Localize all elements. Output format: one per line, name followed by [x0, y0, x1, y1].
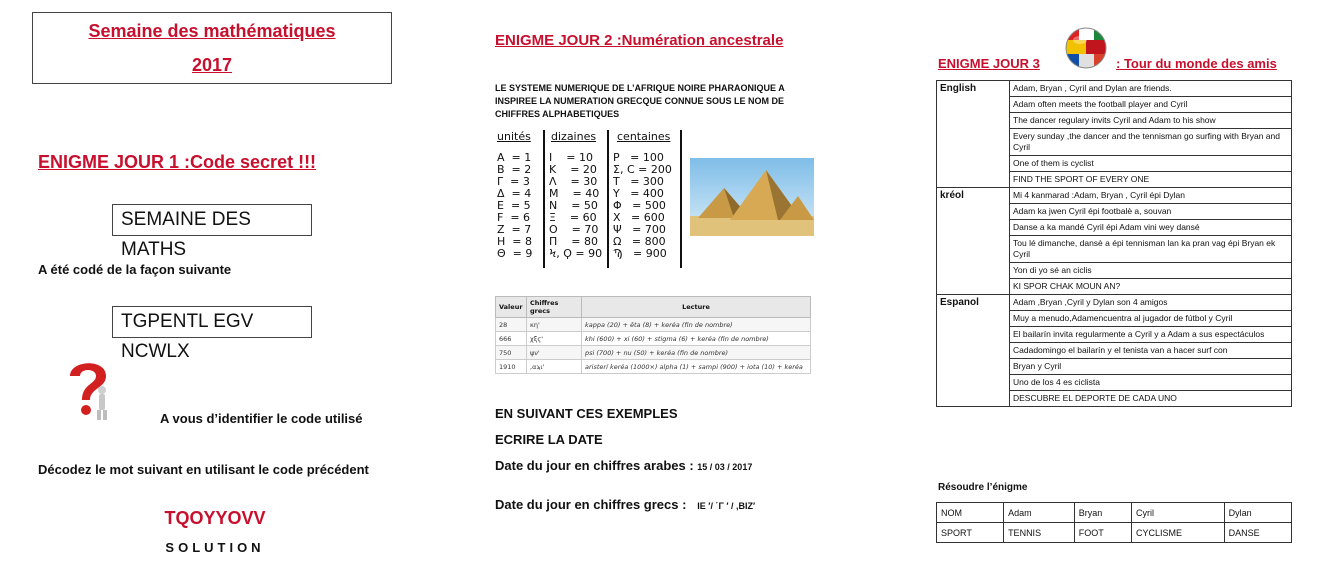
table-row	[937, 503, 1292, 523]
answer-table	[936, 502, 1292, 543]
column-divider	[680, 130, 682, 268]
examples-header: Chiffres grecs	[527, 297, 582, 318]
numeral-entry: Ζ = 7	[497, 223, 532, 236]
statement: Adam ,Bryan ,Cyril y Dylan son 4 amigos	[1010, 295, 1291, 311]
answer-cell: Dylan	[1224, 503, 1291, 523]
main-title-year: 2017	[191, 55, 233, 75]
table-row	[496, 318, 811, 332]
greek-cell: ψν'	[527, 346, 582, 360]
examples-header: Valeur	[496, 297, 527, 318]
answer-cell: Adam	[1004, 503, 1075, 523]
main-title: Semaine des mathématiques	[88, 21, 336, 41]
numeral-entry: Μ = 40	[549, 187, 600, 200]
tens-column	[549, 152, 602, 260]
units-column	[497, 152, 532, 260]
title-box	[32, 12, 392, 84]
table-row	[937, 295, 1292, 407]
statement: KI SPOR CHAK MOUN AN?	[1013, 281, 1121, 291]
word-to-decode: TQOYYOVV	[164, 508, 266, 528]
date-greek-label: Date du jour en chiffres grecs :	[495, 497, 687, 512]
numeral-entry: Α = 1	[497, 151, 532, 164]
following-examples: EN SUIVANT CES EXEMPLES	[495, 406, 678, 421]
language-cell: kréol	[937, 188, 1010, 295]
table-row	[937, 188, 1292, 295]
numeral-entry: Ι = 10	[549, 151, 593, 164]
encoded-text-box: TGPENTL EGV NCWLX	[112, 306, 312, 338]
language-cell: Espanol	[937, 295, 1010, 407]
encoded-label: A été codé de la façon suivante	[38, 262, 232, 277]
table-row	[496, 332, 811, 346]
numeral-entry: Ρ = 100	[613, 151, 664, 164]
numeral-entry: Ϝ = 6	[497, 211, 531, 224]
statement: Yon di yo sé an ciclis	[1010, 263, 1291, 279]
intro-line: LE SYSTEME NUMERIQUE DE L’AFRIQUE NOIRE PHARAONIQUE A	[495, 83, 785, 93]
statements-cell	[1010, 81, 1292, 188]
statements-cell	[1010, 295, 1292, 407]
header-units: unités	[497, 130, 531, 143]
numeral-entry: Κ = 20	[549, 163, 597, 176]
numeral-entry: Τ = 300	[613, 175, 664, 188]
solve-label: Résoudre l’énigme	[938, 482, 1028, 493]
answer-cell: DANSE	[1224, 523, 1291, 543]
statement: Cadadomingo el bailarín y el tenista van a hacer surf con	[1010, 343, 1291, 359]
statement: Every sunday ,the dancer and the tennisman go surfing with Bryan and Cyril	[1010, 129, 1291, 156]
table-row	[937, 523, 1292, 543]
language-cell: English	[937, 81, 1010, 188]
statement: Adam ka jwen Cyril épi footbalè a, souvan	[1010, 204, 1291, 220]
numeral-entry: Π = 80	[549, 235, 598, 248]
numeral-entry: Υ = 400	[613, 187, 664, 200]
numeral-entry: Ω = 800	[613, 235, 666, 248]
date-arabic-value: 15 / 03 / 2017	[697, 462, 753, 472]
numeral-entry: Λ = 30	[549, 175, 598, 188]
statements-cell	[1010, 188, 1292, 295]
numeral-entry: Ο = 70	[549, 223, 599, 236]
answer-cell: Bryan	[1074, 503, 1131, 523]
answer-cell: Cyril	[1132, 503, 1225, 523]
date-arabic-label: Date du jour en chiffres arabes :	[495, 458, 698, 473]
numeral-entry: Ε = 5	[497, 199, 531, 212]
enigme3-title: ENIGME JOUR 3	[938, 56, 1040, 71]
globe-flags-icon	[1064, 26, 1108, 70]
reading-cell: aristerí keréa (1000×) alpha (1) + sampi (900) + iota (10) + keréa	[582, 360, 811, 374]
question-mark-figure-icon	[62, 356, 114, 422]
intro-line: CHIFFRES ALPHABETIQUES	[495, 109, 620, 119]
answer-cell: FOOT	[1074, 523, 1131, 543]
statement: Adam, Bryan , Cyril and Dylan are friends.	[1010, 81, 1291, 97]
statement: Muy a menudo,Adamencuentra al jugador de fútbol y Cyril	[1010, 311, 1291, 327]
numeral-entry: Η = 8	[497, 235, 532, 248]
statement: Adam often meets the football player and Cyril	[1010, 97, 1291, 113]
statement: Mi 4 kanmarad :Adam, Bryan , Cyril épi Dylan	[1010, 188, 1291, 204]
numeral-entry: Γ = 3	[497, 175, 530, 188]
statement: Tou lé dimanche, dansè a épi tennisman lan ka pran vag épi Bryan ek Cyril	[1010, 236, 1291, 263]
statement: The dancer regulary invits Cyril and Adam to his show	[1010, 113, 1291, 129]
answer-cell: CYCLISME	[1132, 523, 1225, 543]
statement: One of them is cyclist	[1010, 156, 1291, 172]
examples-header: Lecture	[582, 297, 811, 318]
friends-puzzle-table	[936, 80, 1292, 407]
header-tens: dizaines	[551, 130, 597, 143]
greek-examples-table	[495, 296, 811, 374]
hundreds-column	[613, 152, 672, 260]
column-divider	[543, 130, 545, 268]
pyramids-image	[690, 158, 814, 236]
intro-line: INSPIREE LA NUMERATION GRECQUE CONNUE SOUS LE NOM DE	[495, 96, 785, 106]
numeral-entry: Ϡ = 900	[613, 247, 667, 260]
numeral-entry: Ξ = 60	[549, 211, 597, 224]
answer-cell: TENNIS	[1004, 523, 1075, 543]
plain-text-box: SEMAINE DES MATHS	[112, 204, 312, 236]
enigme3-subtitle: : Tour du monde des amis	[1116, 56, 1277, 71]
date-greek	[495, 497, 755, 512]
numeral-entry: Σ, C = 200	[613, 163, 672, 176]
date-greek-value: IE ′/ ˹Γ ′ / ,BIZ′	[697, 501, 756, 511]
greek-cell: χξϛ'	[527, 332, 582, 346]
value-cell: 28	[496, 318, 527, 332]
enigme1-title: ENIGME JOUR 1 :Code secret !!!	[38, 152, 317, 172]
solution-label: SOLUTION	[165, 540, 265, 555]
identify-text: A vous d’identifier le code utilisé	[160, 411, 363, 426]
date-arabic	[495, 458, 752, 473]
numeral-entry: Ν = 50	[549, 199, 598, 212]
value-cell: 1910	[496, 360, 527, 374]
intro-text	[495, 82, 815, 121]
greek-cell: ,αϡι'	[527, 360, 582, 374]
statement: FIND THE SPORT OF EVERY ONE	[1013, 174, 1150, 184]
greek-numerals-table	[495, 130, 685, 270]
statement: Danse a ka mandé Cyril épi Adam vini wey dansé	[1010, 220, 1291, 236]
table-row	[496, 360, 811, 374]
header-hundreds: centaines	[617, 130, 671, 143]
statement: DESCUBRE EL DEPORTE DE CADA UNO	[1013, 393, 1177, 403]
statement: El bailarín invita regularmente a Cyril y a Adam a sus espectáculos	[1010, 327, 1291, 343]
numeral-entry: Χ = 600	[613, 211, 665, 224]
value-cell: 666	[496, 332, 527, 346]
reading-cell: psi (700) + nu (50) + keréa (fin de nombre)	[582, 346, 811, 360]
numeral-entry: Δ = 4	[497, 187, 532, 200]
numeral-entry: Θ = 9	[497, 247, 533, 260]
reading-cell: khi (600) + xi (60) + stigma (6) + keréa (fin de nombre)	[582, 332, 811, 346]
numeral-entry: Β = 2	[497, 163, 532, 176]
numeral-entry: Φ = 500	[613, 199, 666, 212]
statement: Uno de los 4 es ciclista	[1010, 375, 1291, 391]
column-divider	[607, 130, 609, 268]
enigme2-title: ENIGME JOUR 2 :Numération ancestrale	[495, 32, 784, 49]
value-cell: 750	[496, 346, 527, 360]
greek-cell: κη'	[527, 318, 582, 332]
write-date: ECRIRE LA DATE	[495, 432, 603, 447]
statement: Bryan y Cyril	[1010, 359, 1291, 375]
table-row	[937, 81, 1292, 188]
table-row	[496, 346, 811, 360]
answer-cell: SPORT	[937, 523, 1004, 543]
answer-cell: NOM	[937, 503, 1004, 523]
reading-cell: kappa (20) + êta (8) + keréa (fin de nombre)	[582, 318, 811, 332]
numeral-entry: Ψ = 700	[613, 223, 666, 236]
decode-instruction: Décodez le mot suivant en utilisant le code précédent	[38, 462, 369, 477]
numeral-entry: Ϟ, Ϙ = 90	[549, 247, 603, 260]
